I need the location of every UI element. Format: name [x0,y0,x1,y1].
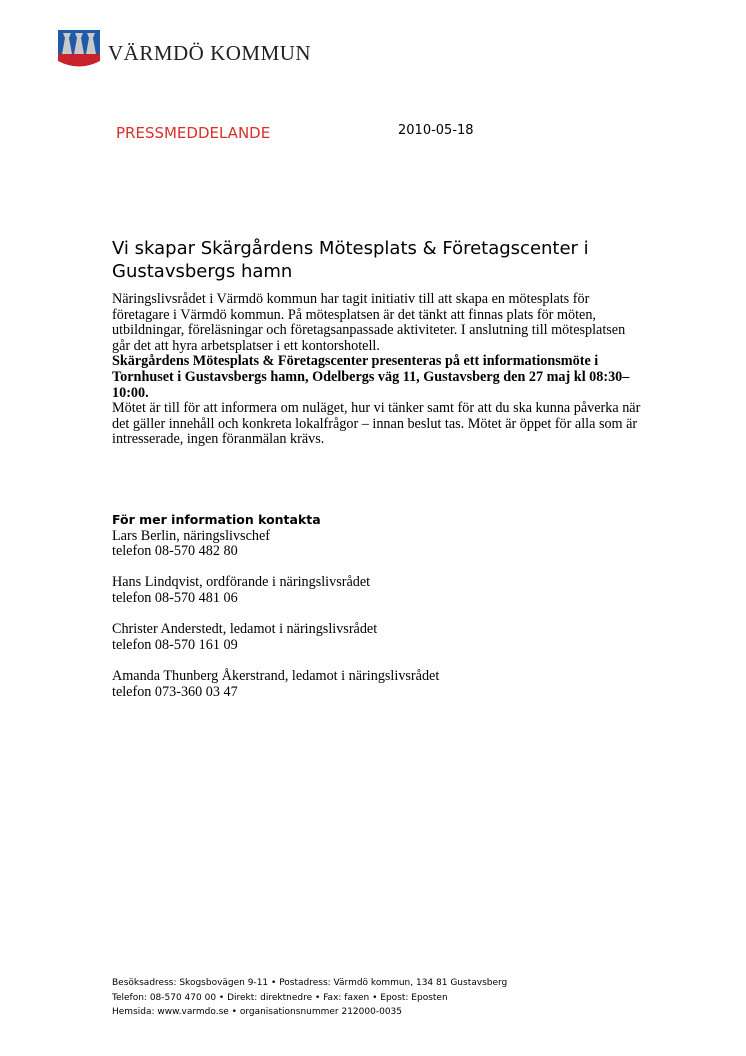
meeting-announcement: Skärgårdens Mötesplats & Företagscenter presenteras på ett informationsmöte i Tornhuset i Gustavsbergs hamn, Odelbergs väg 11, Gustavsberg den 27 maj kl 08:30–10:00. [112,353,630,401]
varmdo-crest-icon [58,30,100,70]
contact-name: Lars Berlin, näringslivschef [112,527,270,544]
contact-heading: För mer information kontakta [112,512,321,527]
contact-item [112,529,642,560]
contact-phone: telefon 073-360 03 47 [112,683,238,700]
organization-name: VÄRMDÖ KOMMUN [108,41,312,65]
contact-phone: telefon 08-570 161 09 [112,636,238,653]
footer-website: Hemsida: www.varmdo.se • organisationsnummer 212000-0035 [112,1007,402,1017]
footer-address: Besöksadress: Skogsbovägen 9-11 • Postadress: Värmdö kommun, 134 81 Gustavsberg [112,978,508,988]
footer-phone-line: Telefon: 08-570 470 00 • Direkt: direktnedre • Fax: faxen • Epost: Eposten [112,992,448,1003]
contact-phone: telefon 08-570 481 06 [112,589,238,606]
contact-item [112,622,642,653]
closing-paragraph: Mötet är till för att informera om nuläget, hur vi tänker samt för att du ska kunna påverka när det gäller innehåll och konkreta lokalfrågor – innan beslut tas. Mötet är öppet för alla som är intresserade, ingen föranmälan krävs. [112,400,641,448]
contact-phone: telefon 08-570 482 80 [112,543,238,560]
contact-name: Amanda Thunberg Åkerstrand, ledamot i näringslivsrådet [112,667,440,684]
press-release-label: PRESSMEDDELANDE [116,124,271,142]
intro-paragraph: Näringslivsrådet i Värmdö kommun har tagit initiativ till att skapa en mötesplats för företagare i Värmdö kommun. På mötesplatsen är det tänkt att finnas plats för möten, utbildningar, föreläsningar och företagsanpassade aktiviteter. I anslutning till mötesplatsen går det att hyra arbetsplatser i ett kontorshotell. [112,291,626,354]
article-body [112,292,642,448]
contact-item [112,669,642,700]
article-headline: Vi skapar Skärgårdens Mötesplats & Företagscenter i Gustavsbergs hamn [112,238,589,282]
page-footer [112,976,507,1020]
contact-item [112,575,642,606]
release-date: 2010-05-18 [398,123,474,138]
contact-name: Hans Lindqvist, ordförande i näringslivsrådet [112,574,371,591]
contact-section [112,512,642,716]
contact-name: Christer Anderstedt, ledamot i näringslivsrådet [112,621,378,638]
